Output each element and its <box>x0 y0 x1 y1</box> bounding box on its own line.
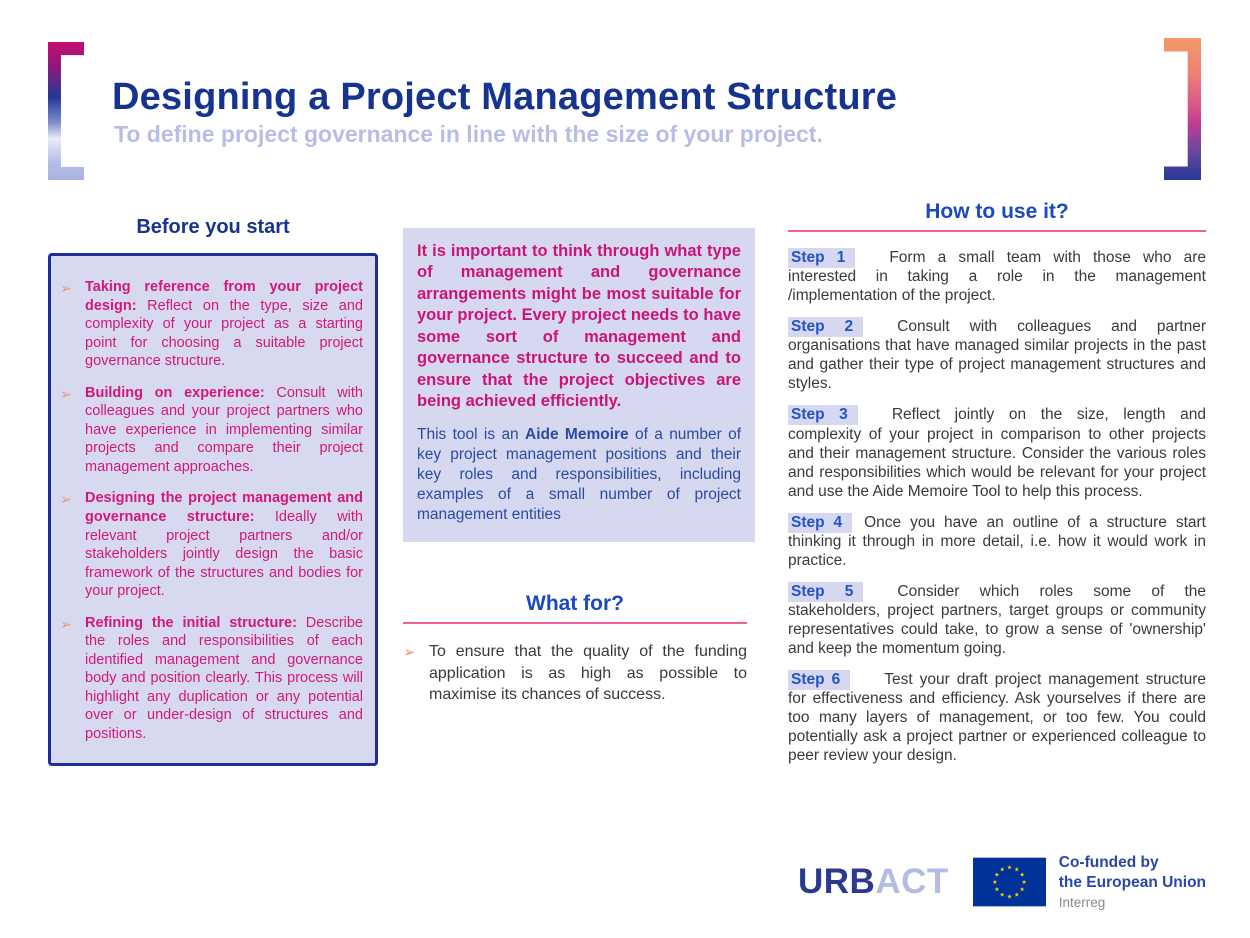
step-text: Test your draft project management structure for effectiveness and efficiency. Ask yourselves if there are too many layers of management, or too few. You could potentially ask a project partner or experienced colleague to peer review your design. <box>788 671 1207 765</box>
eu-cofunded-line2: the European Union <box>1058 873 1206 891</box>
intro-emphasis-text: It is important to think through what type of management and governance arrangements might be most suitable for your project. Every project needs to have some sort of management and governance structure to succeed and to ensure that the project objectives are being achieved efficiently. <box>417 242 741 411</box>
arrow-bullet-icon: ➢ <box>60 615 72 632</box>
arrow-bullet-icon: ➢ <box>60 385 72 402</box>
eu-cofunded-text <box>1059 853 1206 910</box>
before-you-start-heading: Before you start <box>136 216 290 238</box>
list-item <box>60 614 363 744</box>
step-item-5 <box>788 582 1206 658</box>
arrow-bullet-icon: ➢ <box>60 280 72 296</box>
intro-section <box>403 228 755 542</box>
list-item <box>60 278 363 371</box>
what-for-text: To ensure that the quality of the funding application is as high as possible to maximise its chances of success. <box>429 643 747 704</box>
before-you-start-box <box>48 253 378 766</box>
interreg-label: Interreg <box>1058 895 1106 910</box>
page-subtitle: To define project governance in line with the size of your project. <box>114 121 823 147</box>
eu-flag-icon <box>973 857 1046 907</box>
before-you-start-list <box>60 278 363 744</box>
step-text: Reflect jointly on the size, length and complexity of your project in comparison to other projects and their management structure. Consider the various roles and responsibilities which would be relevant for your project and use the Aide Memoire Tool to help this process. <box>788 406 1206 500</box>
list-item <box>60 384 363 477</box>
step-label: Step 6 <box>788 670 850 690</box>
step-item-1 <box>788 248 1206 305</box>
intro-box <box>403 228 755 542</box>
step-label: Step 1 <box>788 248 855 268</box>
step-label: Step 3 <box>788 405 858 425</box>
decorative-bracket-left <box>48 42 84 180</box>
step-item-4 <box>788 513 1206 570</box>
arrow-bullet-icon: ➢ <box>403 644 416 661</box>
list-item-text: Designing the project management and governance structure: Ideally with relevant project partners and/or stakeholders jointly design the basic framework of the structures and bodies for your project. <box>85 490 363 600</box>
list-item <box>60 489 363 600</box>
step-label: Step 4 <box>788 513 852 533</box>
intro-tool-text: This tool is an Aide Memoire of a number of key project management positions and their key roles and responsibilities, including examples of a small number of project management entities <box>417 425 741 524</box>
list-item-text: Building on experience: Consult with colleagues and your project partners who have experience in implementing similar projects and compare their project management approaches. <box>85 384 363 475</box>
step-item-6 <box>788 670 1206 765</box>
decorative-bracket-right <box>1164 38 1201 180</box>
step-text: Consult with colleagues and partner organisations that have managed similar projects in the past and gather their type of project management structures and styles. <box>788 318 1206 393</box>
step-text: Form a small team with those who are interested in taking a role in the management /implementation of the project. <box>788 249 1206 305</box>
before-you-start-section <box>48 216 378 766</box>
step-label: Step 2 <box>788 317 863 337</box>
eu-cofunded-line1: Co-funded by <box>1058 854 1159 872</box>
page-title: Designing a Project Management Structure <box>112 76 898 118</box>
footer <box>798 853 1206 910</box>
step-text: Once you have an outline of a structure start thinking it through in more detail, i.e. how it would work in practice. <box>788 513 1206 569</box>
step-label: Step 5 <box>788 582 863 602</box>
list-item-text: Taking reference from your project design: Reflect on the type, size and complexity of your project as a starting point for choosing a suitable project governance structure. <box>85 279 363 370</box>
list-item-text: Refining the initial structure: Describe the roles and responsibilities of each identified management and governance body and position clearly. This process will highlight any duplication or any potential over or under-design of structures and positions. <box>85 614 363 743</box>
what-for-heading: What for? <box>526 592 624 615</box>
how-to-use-underline <box>788 230 1206 232</box>
what-for-section <box>403 592 747 706</box>
how-to-use-section <box>788 200 1206 778</box>
what-for-underline <box>403 622 747 624</box>
eu-cofunded-block <box>973 853 1206 910</box>
urbact-logo: URBACT <box>797 861 949 901</box>
how-to-use-heading: How to use it? <box>925 200 1069 223</box>
step-text: Consider which roles some of the stakeholders, project partners, target groups or community representatives could take, to grow a sense of 'ownership' and keep the momentum going. <box>788 582 1206 658</box>
step-item-2 <box>788 317 1206 393</box>
step-item-3 <box>788 405 1206 500</box>
arrow-bullet-icon: ➢ <box>60 491 72 508</box>
list-item <box>403 641 747 706</box>
steps-list <box>788 248 1206 766</box>
